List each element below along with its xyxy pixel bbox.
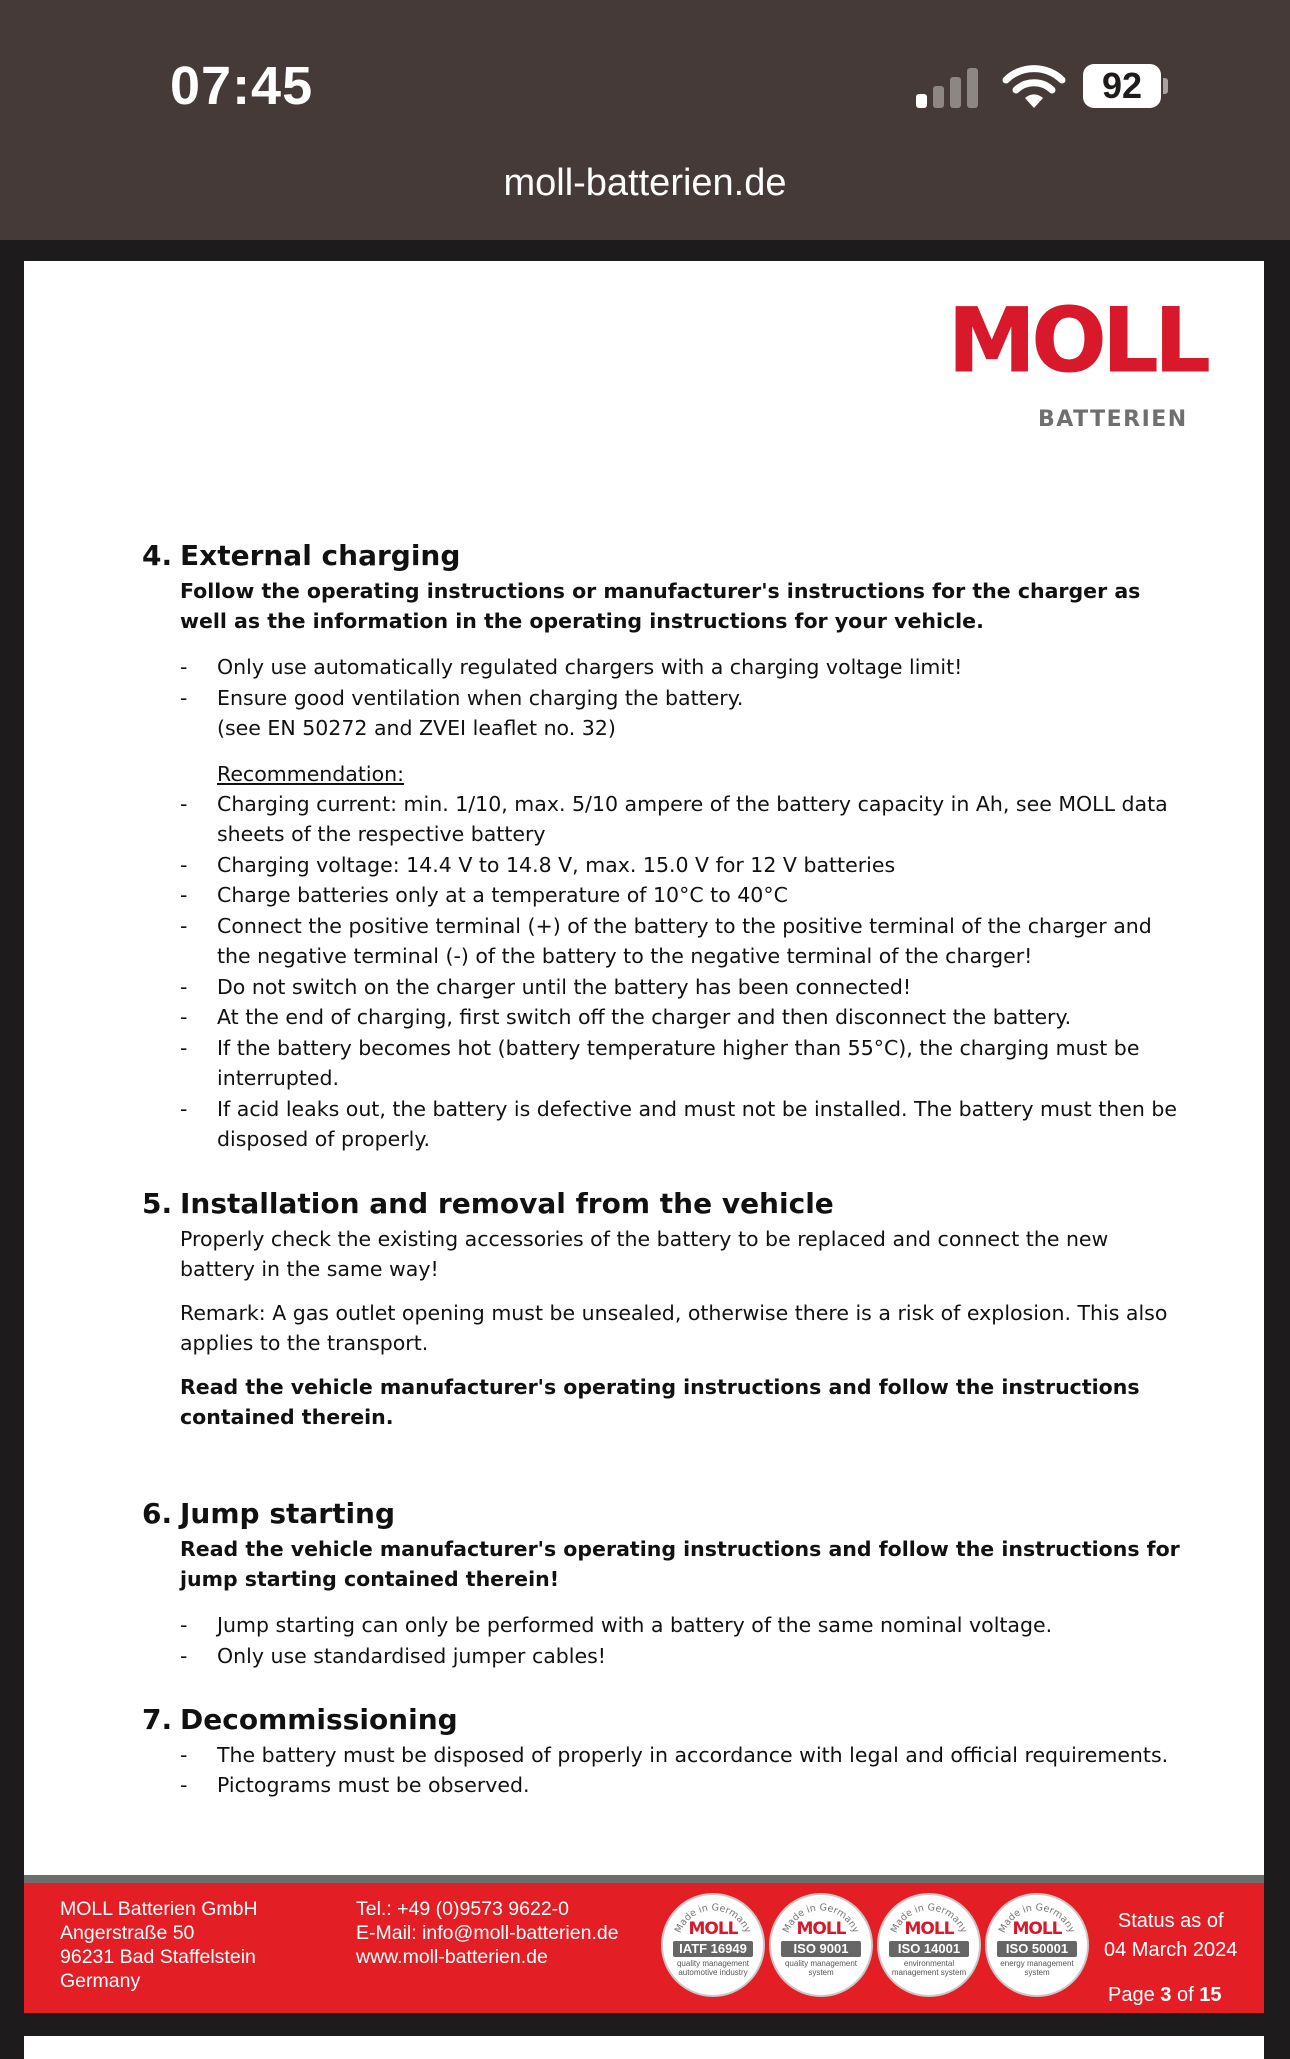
certification-seal: Made in Germany MOLL IATF 16949 quality management automotive industry (661, 1893, 765, 1997)
next-document-page (24, 2036, 1264, 2059)
certification-seal: Made in Germany MOLL ISO 14001 environmental management system (877, 1893, 981, 1997)
footer-contact (356, 1897, 619, 1969)
document-page: MOLL BATTERIEN 4. External charging Follow the operating instructions or manufacturer's instructions for the charger as well as the information in the operating instructions for your vehicle. - Only use automatically regulated chargers with a charging voltage limit! - Ensure good ventilation when charging the battery. (see EN 50272 and ZVEI leaflet no. 32) Recommendation: - Charging current: min. 1/10, max. 5/10 ampere of the battery capacity in Ah, see MOLL data sheets of the respective battery - Charging voltage: 14.4 V to 14.8 V, max. 15.0 V for 12 V batteries - Charge batteries only at a temperature of 10°C to 40°C - Connect the positive terminal (+) of the battery to the positive terminal of the charger and the negative terminal (-) of the battery to the negative terminal of the charger! - Do not switch on the charger until the battery has been connected! - At the end of charging, first switch off the charger and then disconnect the battery. - If the battery becomes hot (battery temperature higher than 55°C), the charging must be interrupted. - If acid leaks out, the battery is defective and must not be installed. The battery must then be disposed of properly. 5. Installation and removal from the vehicle Properly check the existing accessories of the battery to be replaced and connect the new battery in the same way! Remark: A gas outlet opening must be unsealed, otherwise there is a risk of explosion. This also applies to the transport. Read the vehicle manufacturer's operating instructions and follow the instructions contained therein. 6. Jump starting Read the vehicle manufacturer's operating instructions and follow the instructions for jump starting contained therein! - Jump starting can only be performed with a battery of the same nominal voltage. - Only use standardised jumper cables! 7. Decommissioning - The battery must be disposed of properly in accordance with legal and official requirements. - Pictograms must be observed. MOLL Batterien GmbH Angerstraße 50 96231 Bad Staffelstein Germany Tel.: +49 (0)9573 9622-0 E-Mail: info@moll-batterien.de www.moll-batterien.de Made in Germany MOLL IATF 16949 quality management automotive industry Made in Germany MOLL ISO 9001 quality management system Made in Germany MOLL ISO 14001 environmental management system Made in Germany MOLL ISO 50001 energy management system Status as of 04 March 2024 Page 3 of 15 (24, 261, 1264, 2013)
certification-seal: Made in Germany MOLL ISO 50001 energy management system (985, 1893, 1089, 1997)
section-intro: Read the vehicle manufacturer's operating instructions and follow the instructions for jump starting contained therein! (180, 1537, 1180, 1591)
footer-email: E-Mail: info@moll-batterien.de (356, 1922, 619, 1944)
svg-text:Made in Germany: Made in Germany (672, 1902, 754, 1935)
svg-text:Made in Germany: Made in Germany (996, 1902, 1078, 1935)
paragraph: Read the vehicle manufacturer's operating instructions and follow the instructions contained therein. (180, 1375, 1140, 1429)
wifi-icon (1002, 62, 1066, 110)
logo-wordmark: MOLL (948, 289, 1207, 392)
address-bar-url[interactable]: moll-batterien.de (503, 162, 787, 204)
section-heading: 4. External charging (142, 539, 461, 572)
footer-address: MOLL Batterien GmbH Angerstraße 50 96231 Bad Staffelstein Germany (60, 1898, 258, 1992)
section-intro: Follow the operating instructions or manufacturer's instructions for the charger as well as the information in the operating instructions for your vehicle. (180, 579, 1141, 633)
section-heading: 5. Installation and removal from the vehicle (142, 1187, 834, 1220)
page-footer (24, 1883, 1264, 2013)
paragraph: Remark: A gas outlet opening must be unsealed, otherwise there is a risk of explosion. This also applies to the transport. (180, 1301, 1168, 1355)
section-heading: 7. Decommissioning (142, 1703, 458, 1736)
section-heading: 6. Jump starting (142, 1497, 396, 1530)
footer-website: www.moll-batterien.de (356, 1946, 548, 1968)
paragraph: Properly check the existing accessories of the battery to be replaced and connect the new battery in the same way! (180, 1227, 1109, 1281)
footer-phone: Tel.: +49 (0)9573 9622-0 (356, 1898, 570, 1920)
svg-text:Made in Germany: Made in Germany (888, 1902, 970, 1935)
status-time: 07:45 (170, 56, 314, 116)
logo-subtitle: BATTERIEN (1038, 407, 1188, 432)
page-number: Page 3 of 15 (1108, 1984, 1222, 2006)
certification-seal: Made in Germany MOLL ISO 9001 quality management system (769, 1893, 873, 1997)
cellular-signal-icon (916, 66, 980, 108)
moll-logo (948, 289, 1248, 432)
footer-divider (24, 1875, 1264, 1883)
footer-status: Status as of 04 March 2024 (1104, 1907, 1237, 1965)
browser-header (0, 0, 1290, 240)
svg-text:Made in Germany: Made in Germany (780, 1902, 862, 1935)
battery-level: 92 (1083, 64, 1161, 108)
status-date: 04 March 2024 (1104, 1939, 1238, 1961)
battery-indicator (1083, 64, 1167, 108)
